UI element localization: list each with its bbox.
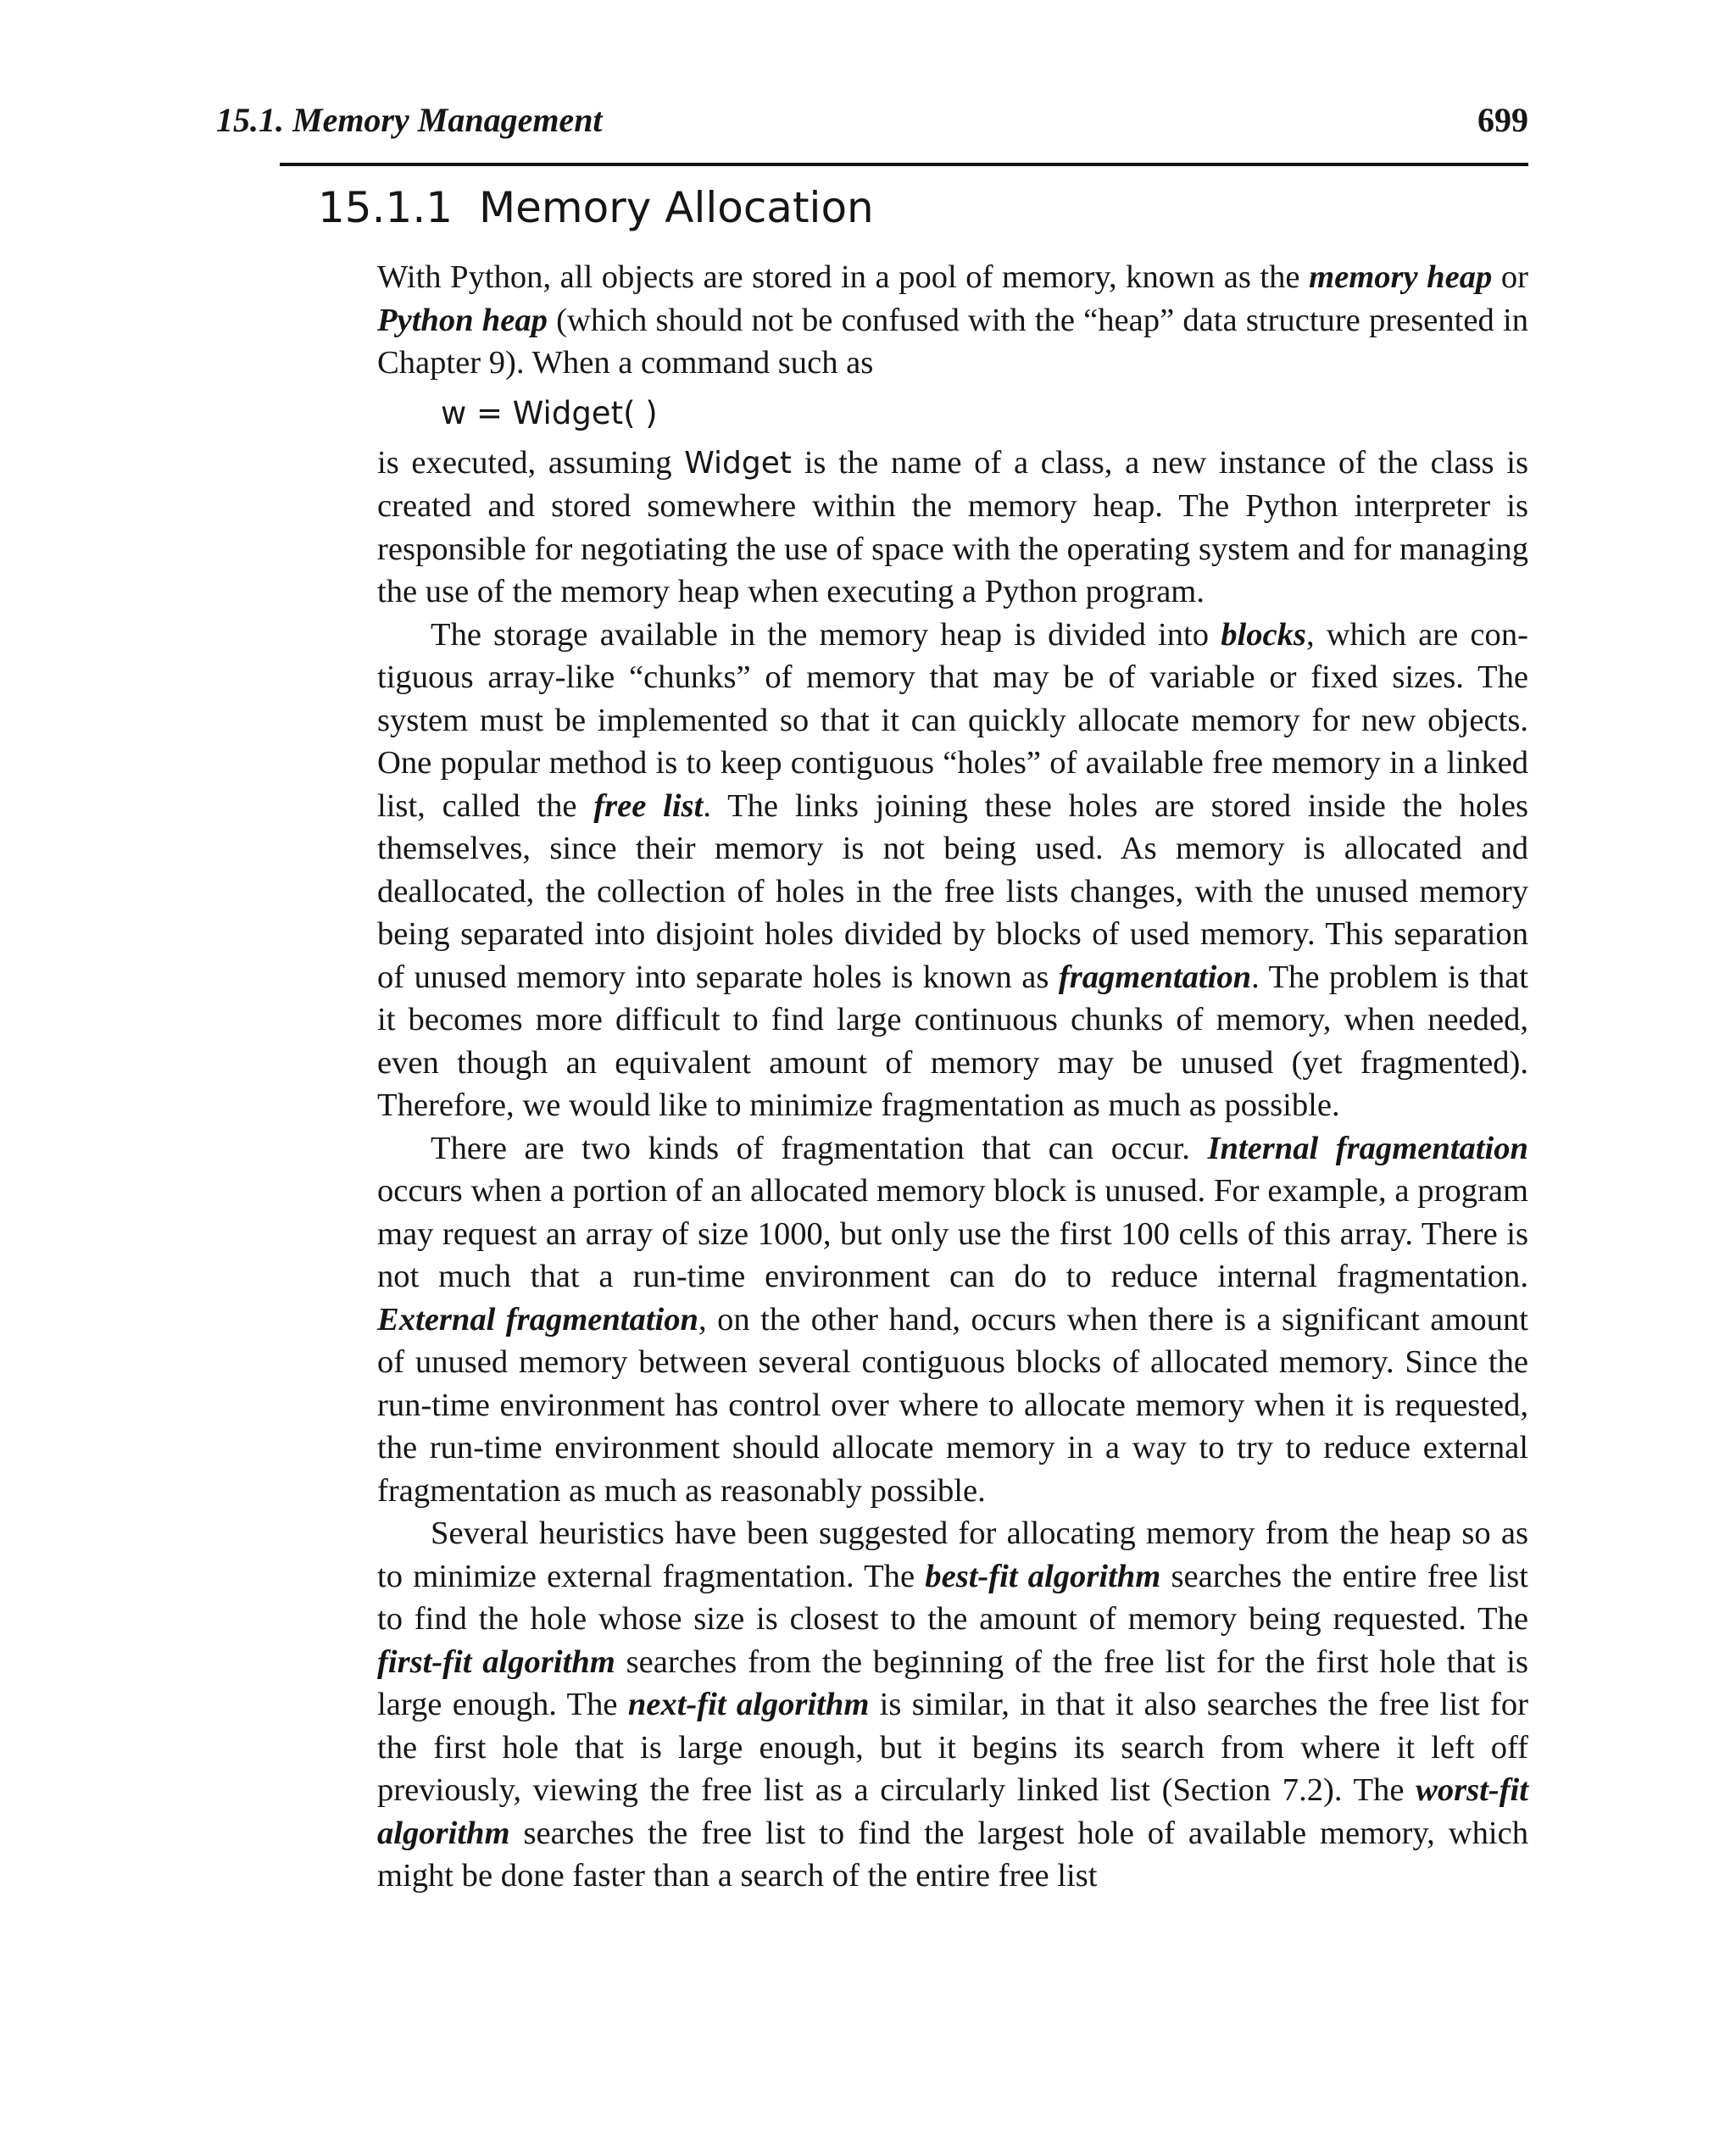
section-heading: [318, 178, 874, 237]
running-head: [216, 95, 1528, 146]
code-line: w = Widget( ): [441, 394, 658, 431]
class-name-widget: Widget: [684, 445, 793, 481]
paragraph-3: The storage available in the memory heap is divided into blocks, which are contiguous array-like “chunks” of memory that may be of variable or fixed sizes. The system must be implemented so that it can quickly allocate memory for new objects. One popular method is to keep contiguous “holes” of available free memory in a linked list, called the free list. The links joining these holes are stored inside the holes themselves, since their memory is not being used. As memory is allocated and deallocated, the collection of holes in the free lists changes, with the unused memory being separated into disjoint holes divided by blocks of used memory. This separation of unused memory into separate holes is known as fragmentation. The problem is that it becomes more difficult to find large continuous chunks of memory, when needed, even though an equivalent amount of memory may be unused (yet fragmented). Therefore, we would like to minimize fragmentation as much as possible.: [377, 616, 1528, 1123]
page-number: 699: [1477, 101, 1528, 139]
header-rule: [280, 163, 1528, 166]
term-internal-fragmentation: Internal fragmentation: [1207, 1130, 1528, 1166]
paragraph-4: There are two kinds of fragmentation that can occur. Internal fragmentation occurs when a portion of an allocated memory block is unused. For example, a program may request an array of size 1000, but only use the first 100 cells of this array. There is not much that a run-time environment can do to reduce internal fragmentation. External fragmentation, on the other hand, occurs when there is a significant amount of unused memory between several contiguous blocks of allocated memory. Since the run-time environment has control over where to allocate memory when it is requested, the run-time environment should allocate memory in a way to try to reduce external fragmentation as much as reasonably possible.: [377, 1130, 1528, 1509]
paragraph-1: With Python, all objects are stored in a pool of memory, known as the memory heap or Python heap (which should not be confused with the “heap” data structure presented in Chapter 9). When a command such as: [377, 259, 1528, 381]
term-fragmentation: fragmentation: [1058, 959, 1252, 995]
body-text: [377, 256, 1528, 1898]
paragraph-2: is executed, assuming Widget is the name of a class, a new instance of the class is created and stored somewhere within the memory heap. The Python interpreter is responsible for negotiating the use of space with the operating system and for managing the use of the memory heap when executing a Python program.: [377, 444, 1528, 609]
term-next-fit: next-fit algorithm: [627, 1687, 870, 1722]
term-worst-fit: worst-fit algorithm: [377, 1772, 1528, 1851]
term-external-fragmentation: External fragmentation: [377, 1301, 699, 1337]
running-head-chapter: 15.1. Memory Management: [216, 101, 603, 139]
term-best-fit: best-fit algorithm: [925, 1558, 1161, 1594]
section-title: Memory Allocation: [479, 183, 874, 232]
section-number: 15.1.1: [318, 183, 453, 232]
term-blocks: blocks: [1221, 616, 1306, 653]
term-memory-heap: memory heap: [1309, 259, 1493, 295]
term-free-list: free list: [593, 787, 704, 824]
paragraph-5: Several heuristics have been suggested for allocating memory from the heap so as to minimize external fragmentation. The best-fit algorithm searches the entire free list to find the hole whose size is closest to the amount of memory being requested. The first-fit algorithm searches from the beginning of the free list for the first hole that is large enough. The next-fit algorithm is similar, in that it also searches the free list for the first hole that is large enough, but it begins its search from where it left off previously, viewing the free list as a circularly linked list (Section 7.2). The worst-fit algorithm searches the free list to find the largest hole of available memory, which might be done faster than a search of the entire free list: [377, 1515, 1529, 1894]
term-python-heap: Python heap: [377, 302, 548, 338]
term-first-fit: first-fit algorithm: [377, 1643, 615, 1680]
